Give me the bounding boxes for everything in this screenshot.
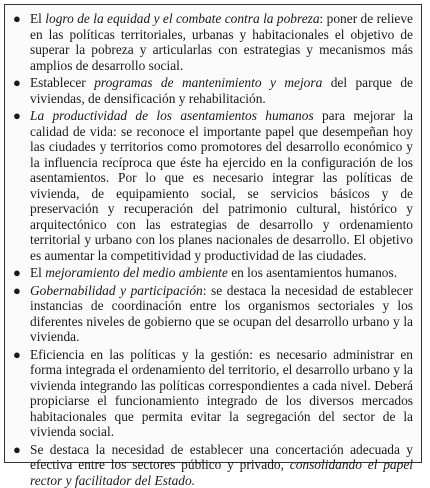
list-item bbox=[30, 283, 413, 345]
list-item bbox=[30, 347, 413, 440]
bullet-icon: ● bbox=[13, 265, 21, 281]
list-item bbox=[30, 11, 413, 73]
item-text-pre: Eficiencia en las políticas y la gestión: es necesario administrar en forma integrada el ordenamiento del territorio, el desarrollo urbano y la vivienda integrando las políticas correspondientes a cada nivel. Deberá propiciarse el funcionamiento integrado de los diversos mercados habitacionales que permita evitar la segregación del sector de la vivienda social. bbox=[30, 347, 413, 440]
bordered-text-box bbox=[4, 4, 422, 463]
list-item bbox=[30, 442, 413, 488]
item-text-pre: El bbox=[30, 11, 45, 26]
list-item bbox=[30, 75, 413, 106]
item-text-emphasis: logro de la equidad y el combate contra la pobreza bbox=[45, 11, 319, 26]
bullet-icon: ● bbox=[13, 75, 21, 91]
list-item bbox=[30, 108, 413, 263]
item-text-post: del parque de viviendas, de densificación y rehabilitación. bbox=[30, 75, 413, 106]
item-text-pre: El bbox=[30, 265, 45, 280]
item-text-emphasis: programas de mantenimiento y mejora bbox=[94, 75, 322, 90]
bullet-icon: ● bbox=[13, 442, 21, 458]
item-text-emphasis: Gobernabilidad y participación bbox=[30, 283, 203, 298]
item-text-post: : poner de relieve en las políticas territoriales, urbanas y habitacionales el objetivo de superar la pobreza y articularlas con estrategias y mecanismos más amplios de desarrollo social. bbox=[30, 11, 413, 73]
item-text-emphasis: La productividad de los asentamientos humanos bbox=[30, 108, 314, 123]
bullet-icon: ● bbox=[13, 11, 21, 27]
item-text-post: : se destaca la necesidad de establecer instancias de coordinación entre los organismos sectoriales y los diferentes niveles de gobierno que se ocupan del desarrollo urbano y la vivienda. bbox=[30, 283, 413, 345]
bullet-icon: ● bbox=[13, 108, 21, 124]
bullet-icon: ● bbox=[13, 347, 21, 363]
bullet-icon: ● bbox=[13, 283, 21, 299]
item-text-pre: Establecer bbox=[30, 75, 94, 90]
bullet-list bbox=[5, 5, 421, 488]
list-item bbox=[30, 265, 413, 281]
item-text-post: en los asentamientos humanos. bbox=[228, 265, 397, 280]
item-text-emphasis: mejoramiento del medio ambiente bbox=[45, 265, 228, 280]
item-text-post: para mejorar la calidad de vida: se reconoce el importante papel que desempeñan hoy las ciudades y territorios como promotores del desarrollo económico y la influencia recíproca que éste ha ejercido en la configuración de los asentamientos. Por lo que es necesario integrar las políticas de vivienda, de equipamiento social, se servicios básicos y de preservación y recuperación del patrimonio cultural, histórico y arquitectónico con las estrategias de desarrollo y ordenamiento territorial y urbano con los planes nacionales de desarrollo. El objetivo es aumentar la competitividad y productividad de las ciudades. bbox=[30, 108, 413, 263]
item-text-emphasis: consolidando el papel rector y facilitador del Estado. bbox=[30, 457, 413, 488]
item-text-pre: Se destaca la necesidad de establecer una concertación adecuada y efectiva entre los sectores público y privado, bbox=[30, 442, 413, 473]
